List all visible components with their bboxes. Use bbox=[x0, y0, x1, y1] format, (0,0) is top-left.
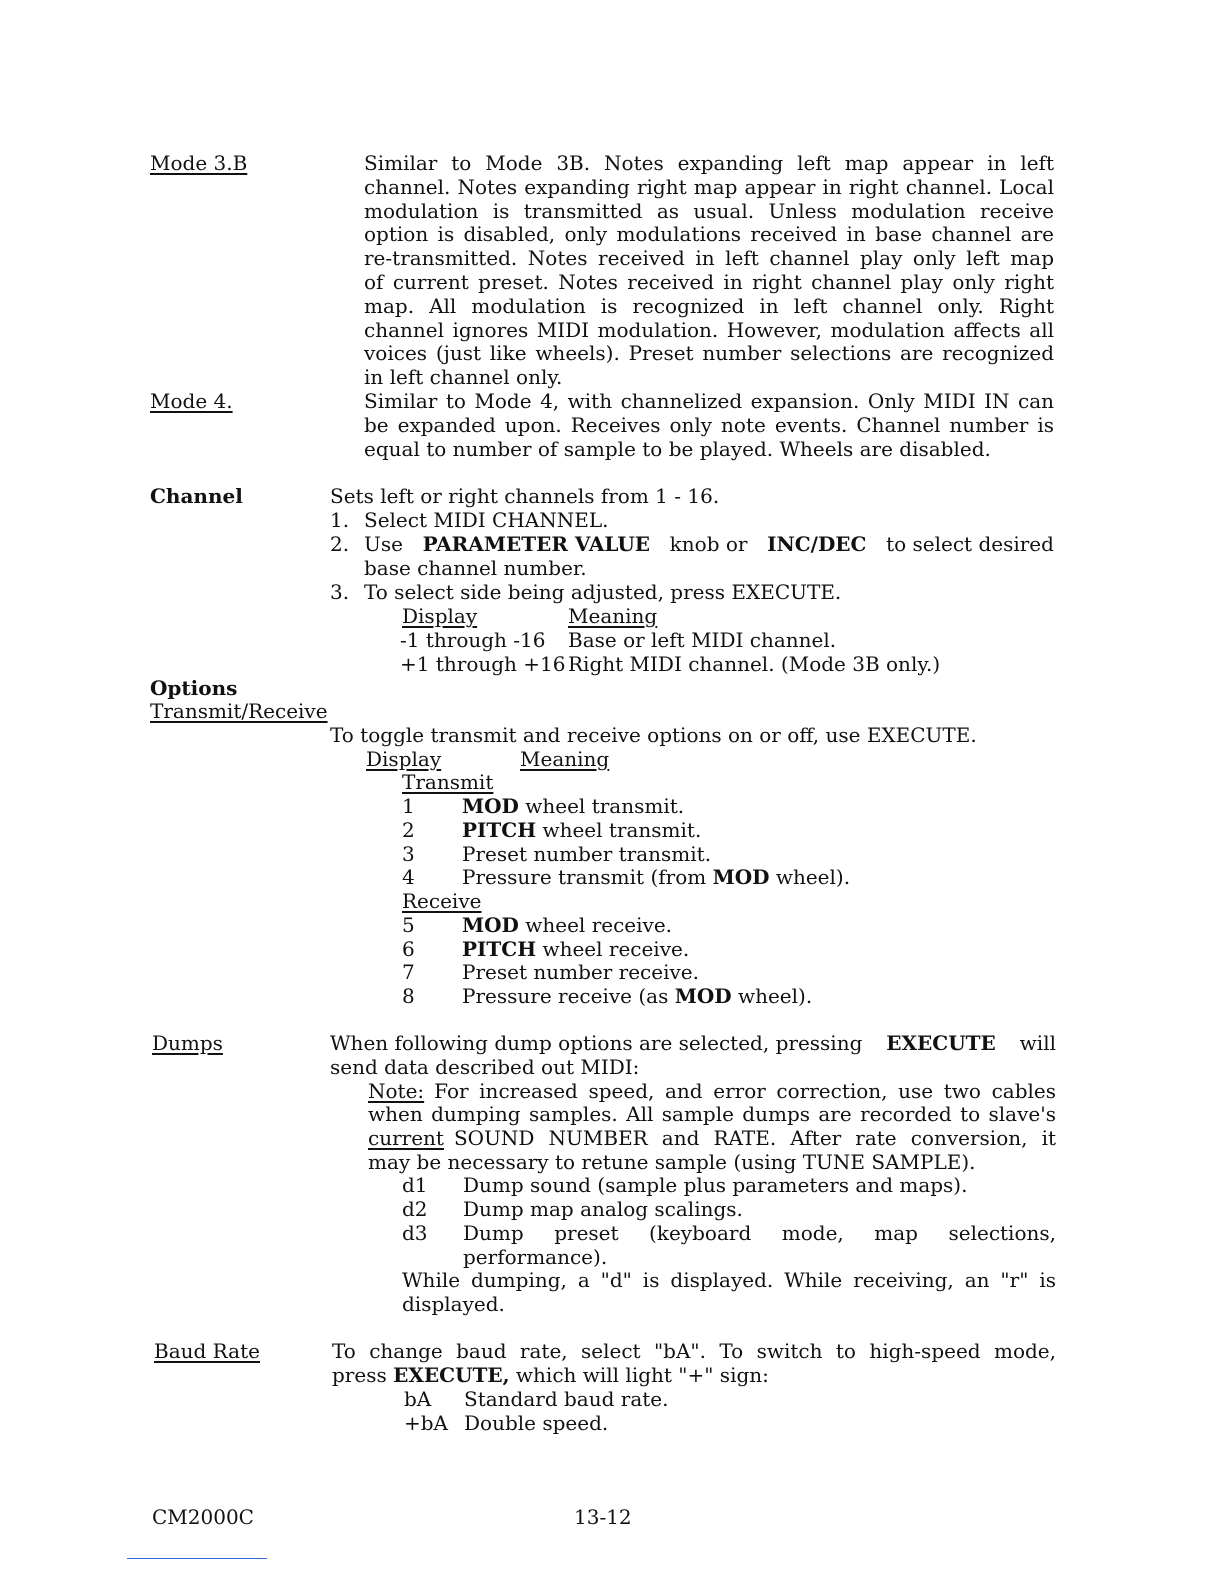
option-description bbox=[462, 866, 850, 890]
option-text: Pressure transmit (from bbox=[462, 865, 713, 889]
execute-keyword: EXECUTE bbox=[886, 1031, 996, 1055]
dumps-while-line-2: displayed. bbox=[402, 1292, 505, 1316]
option-description bbox=[462, 961, 699, 985]
dump-description: Dump sound (sample plus parameters and maps). bbox=[463, 1173, 968, 1197]
mode3b-line: channel. Notes expanding right map appear in right channel. Local bbox=[364, 174, 1054, 199]
dumps-text: When following dump options are selected, pressing bbox=[330, 1031, 863, 1055]
option-number: 8 bbox=[402, 984, 415, 1008]
option-number: 1 bbox=[402, 794, 415, 818]
option-description bbox=[462, 819, 701, 843]
mode3b-paragraph bbox=[364, 152, 1054, 390]
channel-row-display: +1 through +16 bbox=[400, 652, 566, 676]
channel-row-display: -1 through -16 bbox=[400, 628, 546, 652]
mode3b-line: Similar to Mode 3B. Notes expanding left map appear in left bbox=[364, 151, 1054, 175]
dumps-label: Dumps bbox=[152, 1031, 223, 1055]
option-description bbox=[462, 795, 684, 819]
option-description bbox=[462, 938, 689, 962]
inc-dec-keyword: INC/DEC bbox=[767, 532, 867, 556]
channel-step-2-cont: base channel number. bbox=[364, 556, 587, 580]
option-number: 2 bbox=[402, 818, 415, 842]
baud-description: Double speed. bbox=[464, 1411, 609, 1435]
option-description bbox=[462, 914, 672, 938]
mod-keyword: MOD bbox=[462, 794, 519, 818]
mode4-line: equal to number of sample to be played. Wheels are disabled. bbox=[364, 436, 991, 461]
options-display-header: Display bbox=[366, 747, 442, 771]
options-intro: To toggle transmit and receive options on or off, use EXECUTE. bbox=[330, 723, 977, 747]
mode3b-line: modulation is transmitted as usual. Unless modulation receive bbox=[364, 198, 1054, 223]
channel-step-number: 2. bbox=[330, 532, 350, 556]
channel-row-meaning: Base or left MIDI channel. bbox=[568, 628, 837, 652]
option-text: Preset number receive. bbox=[462, 960, 699, 984]
dumps-text: will bbox=[1019, 1031, 1056, 1055]
baud-rate-label: Baud Rate bbox=[154, 1339, 260, 1363]
baud-line-1: To change baud rate, select "bA". To switch to high-speed mode, bbox=[332, 1339, 1056, 1363]
mode3b-line: option is disabled, only modulations received in base channel are bbox=[364, 222, 1054, 247]
mod-keyword: MOD bbox=[712, 865, 770, 889]
receive-heading: Receive bbox=[402, 889, 482, 913]
dumps-note-line-3 bbox=[368, 1127, 1056, 1151]
mode3b-line: of current preset. Notes received in right channel play only right bbox=[364, 269, 1054, 294]
baud-code: +bA bbox=[404, 1411, 449, 1435]
channel-meaning-header: Meaning bbox=[568, 604, 658, 628]
option-number: 3 bbox=[402, 842, 415, 866]
channel-step-number: 3. bbox=[330, 580, 350, 604]
channel-step-2-text: to select desired bbox=[886, 532, 1054, 556]
options-sublabel: Transmit/Receive bbox=[150, 699, 328, 723]
mode3b-label: Mode 3.B bbox=[150, 151, 248, 175]
option-number: 5 bbox=[402, 913, 415, 937]
channel-label: Channel bbox=[150, 484, 243, 508]
footer-page-number: 13-12 bbox=[574, 1505, 632, 1529]
mode4-line: Similar to Mode 4, with channelized expansion. Only MIDI IN can bbox=[364, 389, 1054, 413]
option-number: 7 bbox=[402, 960, 415, 984]
channel-intro: Sets left or right channels from 1 - 16. bbox=[330, 484, 720, 508]
mode4-label: Mode 4. bbox=[150, 389, 233, 413]
mode4-line: be expanded upon. Receives only note events. Channel number is bbox=[364, 412, 1054, 437]
pitch-keyword: PITCH bbox=[462, 818, 537, 842]
footer-doc-id: CM2000C bbox=[152, 1505, 254, 1529]
channel-step-2-text: knob or bbox=[669, 532, 748, 556]
option-text: wheel transmit. bbox=[518, 794, 685, 818]
note-text: SOUND NUMBER and RATE. After rate conversion, it bbox=[453, 1126, 1056, 1150]
dumps-line-1 bbox=[330, 1032, 1056, 1056]
dumps-note-line-2: when dumping samples. All sample dumps are recorded to slave's bbox=[368, 1102, 1056, 1126]
mode3b-line: in left channel only. bbox=[364, 365, 563, 390]
footer-divider bbox=[127, 1558, 267, 1559]
pitch-keyword: PITCH bbox=[462, 937, 537, 961]
option-description bbox=[462, 843, 711, 867]
dumps-note-line-4: may be necessary to retune sample (using TUNE SAMPLE). bbox=[368, 1150, 976, 1174]
option-description bbox=[462, 985, 812, 1009]
execute-keyword: EXECUTE, bbox=[393, 1363, 510, 1387]
dumps-while-line-1: While dumping, a "d" is displayed. While receiving, an "r" is bbox=[402, 1268, 1056, 1292]
option-number: 6 bbox=[402, 937, 415, 961]
channel-step-number: 1. bbox=[330, 508, 350, 532]
option-text: wheel). bbox=[769, 865, 851, 889]
option-text: Preset number transmit. bbox=[462, 842, 712, 866]
dump-description: Dump map analog scalings. bbox=[463, 1197, 743, 1221]
dump-description-cont: performance). bbox=[463, 1245, 608, 1269]
dump-code: d2 bbox=[402, 1197, 428, 1221]
option-text: wheel). bbox=[731, 984, 813, 1008]
dumps-note-line-1 bbox=[368, 1080, 1056, 1104]
baud-line-2 bbox=[332, 1364, 769, 1388]
baud-description: Standard baud rate. bbox=[464, 1387, 669, 1411]
current-word: current bbox=[368, 1126, 444, 1150]
note-text: For increased speed, and error correction, use two cables bbox=[434, 1079, 1056, 1103]
options-label: Options bbox=[150, 676, 238, 700]
option-text: wheel receive. bbox=[536, 937, 690, 961]
mode3b-line: channel ignores MIDI modulation. However, modulation affects all bbox=[364, 317, 1054, 342]
mod-keyword: MOD bbox=[674, 984, 732, 1008]
transmit-heading: Transmit bbox=[402, 770, 494, 794]
mode4-paragraph bbox=[364, 390, 1054, 461]
channel-step-1: Select MIDI CHANNEL. bbox=[364, 508, 609, 532]
dumps-line-2: send data described out MIDI: bbox=[330, 1055, 640, 1079]
channel-row-meaning: Right MIDI channel. (Mode 3B only.) bbox=[568, 652, 941, 676]
parameter-value-keyword: PARAMETER VALUE bbox=[422, 532, 651, 556]
channel-step-3: To select side being adjusted, press EXECUTE. bbox=[364, 580, 842, 604]
option-number: 4 bbox=[402, 865, 415, 889]
option-text: wheel receive. bbox=[518, 913, 673, 937]
option-text: Pressure receive (as bbox=[462, 984, 675, 1008]
mode3b-line: re-transmitted. Notes received in left channel play only left map bbox=[364, 246, 1054, 271]
channel-step-2-text: Use bbox=[364, 532, 403, 556]
baud-code: bA bbox=[404, 1387, 432, 1411]
dump-code: d1 bbox=[402, 1173, 428, 1197]
dump-code: d3 bbox=[402, 1221, 428, 1245]
option-text: wheel transmit. bbox=[536, 818, 702, 842]
mod-keyword: MOD bbox=[462, 913, 519, 937]
options-meaning-header: Meaning bbox=[520, 747, 610, 771]
note-label: Note: bbox=[368, 1079, 425, 1103]
baud-text: which will light "+" sign: bbox=[515, 1363, 769, 1387]
dump-description: Dump preset (keyboard mode, map selections, bbox=[463, 1221, 1056, 1245]
channel-display-header: Display bbox=[402, 604, 478, 628]
baud-text: press bbox=[332, 1363, 387, 1387]
mode3b-line: map. All modulation is recognized in left channel only. Right bbox=[364, 293, 1054, 318]
mode3b-line: voices (just like wheels). Preset number selections are recognized bbox=[364, 341, 1054, 366]
channel-step-2 bbox=[364, 533, 1054, 557]
